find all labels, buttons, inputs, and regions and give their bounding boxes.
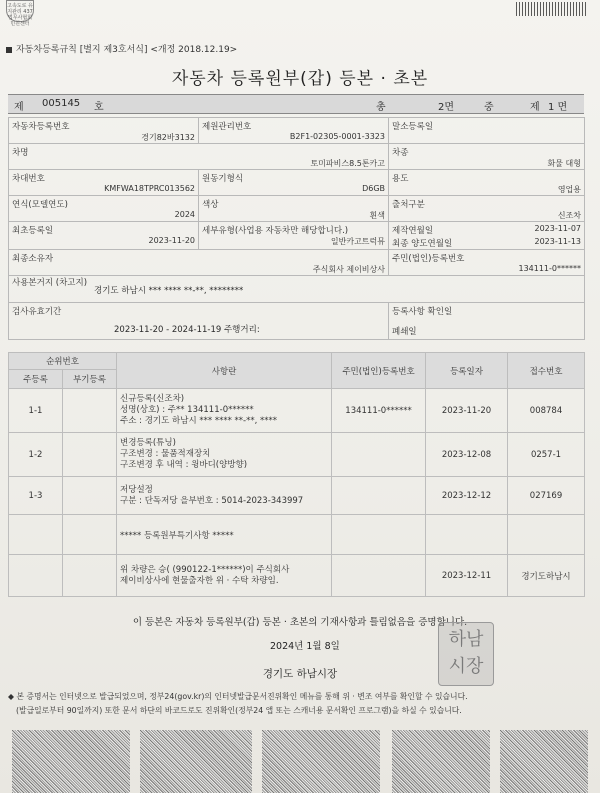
certification-statement: 이 등본은 자동차 등록원부(갑) 등본 · 초본의 기재사항과 틀림없음을 증명합니다. xyxy=(132,617,468,628)
row-receipt: 027169 xyxy=(508,477,585,515)
row-receipt: 008784 xyxy=(508,389,585,433)
inspect-label: 검사유효기간 xyxy=(12,307,62,317)
barcode-icon xyxy=(516,2,586,16)
security-pattern-4 xyxy=(392,730,490,793)
vin-label: 차대번호 xyxy=(12,174,45,184)
rank-header: 순위번호 xyxy=(9,353,117,370)
row-rank: 1-2 xyxy=(9,433,63,477)
row-rank: 1-3 xyxy=(9,477,63,515)
type-value: 화물 대형 xyxy=(547,159,581,168)
reg-no-label: 자동차등록번호 xyxy=(12,122,70,132)
model-value: 토미파비스8.5톤카고 xyxy=(310,159,385,168)
mfg-date-label: 제작연월일 xyxy=(392,226,434,236)
form-ref-text: 자동차등록규칙 [별지 제3호서식] <개정 2018.12.19> xyxy=(16,45,238,55)
row-receipt: 0257-1 xyxy=(508,433,585,477)
table-row xyxy=(9,515,585,555)
transfer-date-value: 2023-11-13 xyxy=(534,237,581,246)
document-number-bar xyxy=(8,94,584,114)
notice-line-2: (발급일로부터 90일까지) 또한 문서 하단의 바코드로도 진위확인(정부24 앱 또는 스캐너용 문서확인 프로그램)을 하실 수 있습니다. xyxy=(16,706,462,715)
table-row xyxy=(9,433,585,477)
row-line: 변경등록(튜닝) xyxy=(120,438,176,448)
vin-value: KMFWA18TPRC013562 xyxy=(104,184,195,193)
mfg-date-value: 2023-11-07 xyxy=(534,224,581,233)
transfer-date-label: 최종 양도연월일 xyxy=(392,239,453,249)
year-label: 연식(모델연도) xyxy=(12,200,68,210)
document-number: 005145 xyxy=(42,98,81,109)
row-id xyxy=(332,433,426,477)
jung-label: 중 xyxy=(484,102,494,113)
total-label: 총 xyxy=(376,102,386,113)
row-receipt: 경기도하남시 xyxy=(508,555,585,597)
owner-id-value: 134111-0****** xyxy=(518,264,581,273)
security-pattern-5 xyxy=(500,730,588,793)
base-value: 경기도 하남시 *** **** **-**, ******** xyxy=(94,286,244,296)
type-label: 차종 xyxy=(392,148,409,158)
use-value: 영업용 xyxy=(557,185,581,194)
base-label: 사용본거지 (차고지) xyxy=(12,278,88,288)
table-row xyxy=(9,477,585,515)
detail-type-value: 일반카고트럭뮤 xyxy=(330,237,385,246)
row-date: 2023-11-20 xyxy=(426,389,508,433)
row-line: 제이비상사에 현물출자한 위 · 수탁 차량임. xyxy=(120,575,279,586)
document-title: 자동차 등록원부(갑) 등본 · 초본 xyxy=(171,69,429,89)
main-reg-header: 주등록 xyxy=(9,370,63,389)
year-value: 2024 xyxy=(174,210,195,219)
no-label: 제 xyxy=(14,102,24,113)
issuer: 경기도 하남시장 xyxy=(262,668,338,680)
row-id xyxy=(332,477,426,515)
sub-reg-header: 부기등록 xyxy=(63,370,117,389)
origin-label: 출처구분 xyxy=(392,200,425,210)
reg-no-value: 경기82바3132 xyxy=(141,133,195,142)
inspect-value: 2023-11-20 - 2024-11-19 주행거리: xyxy=(114,325,260,335)
row-line: 신규등록(신조차) xyxy=(120,394,185,404)
issue-date: 2024년 1월 8일 xyxy=(270,641,340,652)
registration-history-table xyxy=(8,352,585,597)
seal-text: 하남시장 xyxy=(448,629,484,677)
top-stamp xyxy=(6,0,34,27)
use-label: 용도 xyxy=(392,174,409,184)
form-reference xyxy=(6,42,237,55)
row-line: 위 차량은 승( (990122-1******)이 주식회사 xyxy=(120,564,290,575)
security-pattern-2 xyxy=(140,730,252,793)
color-label: 색상 xyxy=(202,200,219,210)
row-line: 주소 : 경기도 하남시 *** **** **-**, **** xyxy=(120,416,278,426)
row-rank xyxy=(9,555,63,597)
row-id xyxy=(332,515,426,555)
row-line: 구조변경 후 내역 : 윙바디(양방향) xyxy=(120,460,248,470)
owner-id-label: 주민(법인)등록번호 xyxy=(392,254,465,264)
id-header: 주민(법인)등록번호 xyxy=(332,353,426,389)
row-line: 성명(상호) : 주** 134111-0****** xyxy=(120,405,254,415)
registration-details-table xyxy=(8,117,585,340)
owner-value: 주식회사 제이비상사 xyxy=(312,265,385,274)
engine-value: D6GB xyxy=(362,184,385,193)
row-date xyxy=(426,515,508,555)
delete-date-label: 말소등록일 xyxy=(392,122,434,132)
row-line: 저당설정 xyxy=(120,484,153,495)
table-row xyxy=(9,389,585,433)
security-pattern-1 xyxy=(12,730,130,793)
row-rank xyxy=(9,515,63,555)
page-label: 제 xyxy=(530,102,540,113)
date-header: 등록일자 xyxy=(426,353,508,389)
spec-no-label: 제원관리번호 xyxy=(202,122,252,132)
ho-label: 호 xyxy=(94,102,104,113)
engine-label: 원동기형식 xyxy=(202,174,244,184)
color-value: 흰색 xyxy=(369,211,385,220)
row-line: ***** 등록원부특기사항 ***** xyxy=(120,530,234,541)
model-label: 차명 xyxy=(12,148,29,158)
total-pages: 2면 xyxy=(438,102,455,113)
notice xyxy=(8,690,592,718)
square-bullet-icon xyxy=(6,47,12,53)
row-id xyxy=(332,555,426,597)
row-date: 2023-12-12 xyxy=(426,477,508,515)
stamp-text: 고속도로 유지관리 437 법무사협회민원센터 xyxy=(7,3,33,27)
receipt-header: 접수번호 xyxy=(508,353,585,389)
row-date: 2023-12-11 xyxy=(426,555,508,597)
row-rank: 1-1 xyxy=(9,389,63,433)
confirm-date-label: 등록사항 확인일 xyxy=(392,307,453,317)
close-date-label: 폐쇄일 xyxy=(392,327,417,337)
origin-value: 신조차 xyxy=(557,211,581,220)
owner-label: 최종소유자 xyxy=(12,254,54,264)
table-row xyxy=(9,555,585,597)
row-line: 구분 : 단독저당 을부번호 : 5014-2023-343997 xyxy=(120,495,304,506)
content-header: 사항란 xyxy=(117,353,332,389)
row-id: 134111-0****** xyxy=(332,389,426,433)
row-receipt xyxy=(508,515,585,555)
security-pattern-3 xyxy=(262,730,380,793)
spec-no-value: B2F1-02305-0001-3323 xyxy=(289,132,385,141)
detail-type-label: 세부유형(사업용 자동차만 해당합니다.) xyxy=(202,226,349,236)
page-number: 1 면 xyxy=(548,102,568,113)
first-reg-label: 최초등록일 xyxy=(12,226,54,236)
notice-line-1: ◆ 본 증명서는 인터넷으로 발급되었으며, 정부24(gov.kr)의 인터넷발급문서진위확인 메뉴를 통해 위 · 변조 여부를 확인할 수 있습니다. xyxy=(8,692,468,701)
row-line: 구조변경 : 물품적재장치 xyxy=(120,449,211,459)
first-reg-value: 2023-11-20 xyxy=(148,236,195,245)
row-date: 2023-12-08 xyxy=(426,433,508,477)
